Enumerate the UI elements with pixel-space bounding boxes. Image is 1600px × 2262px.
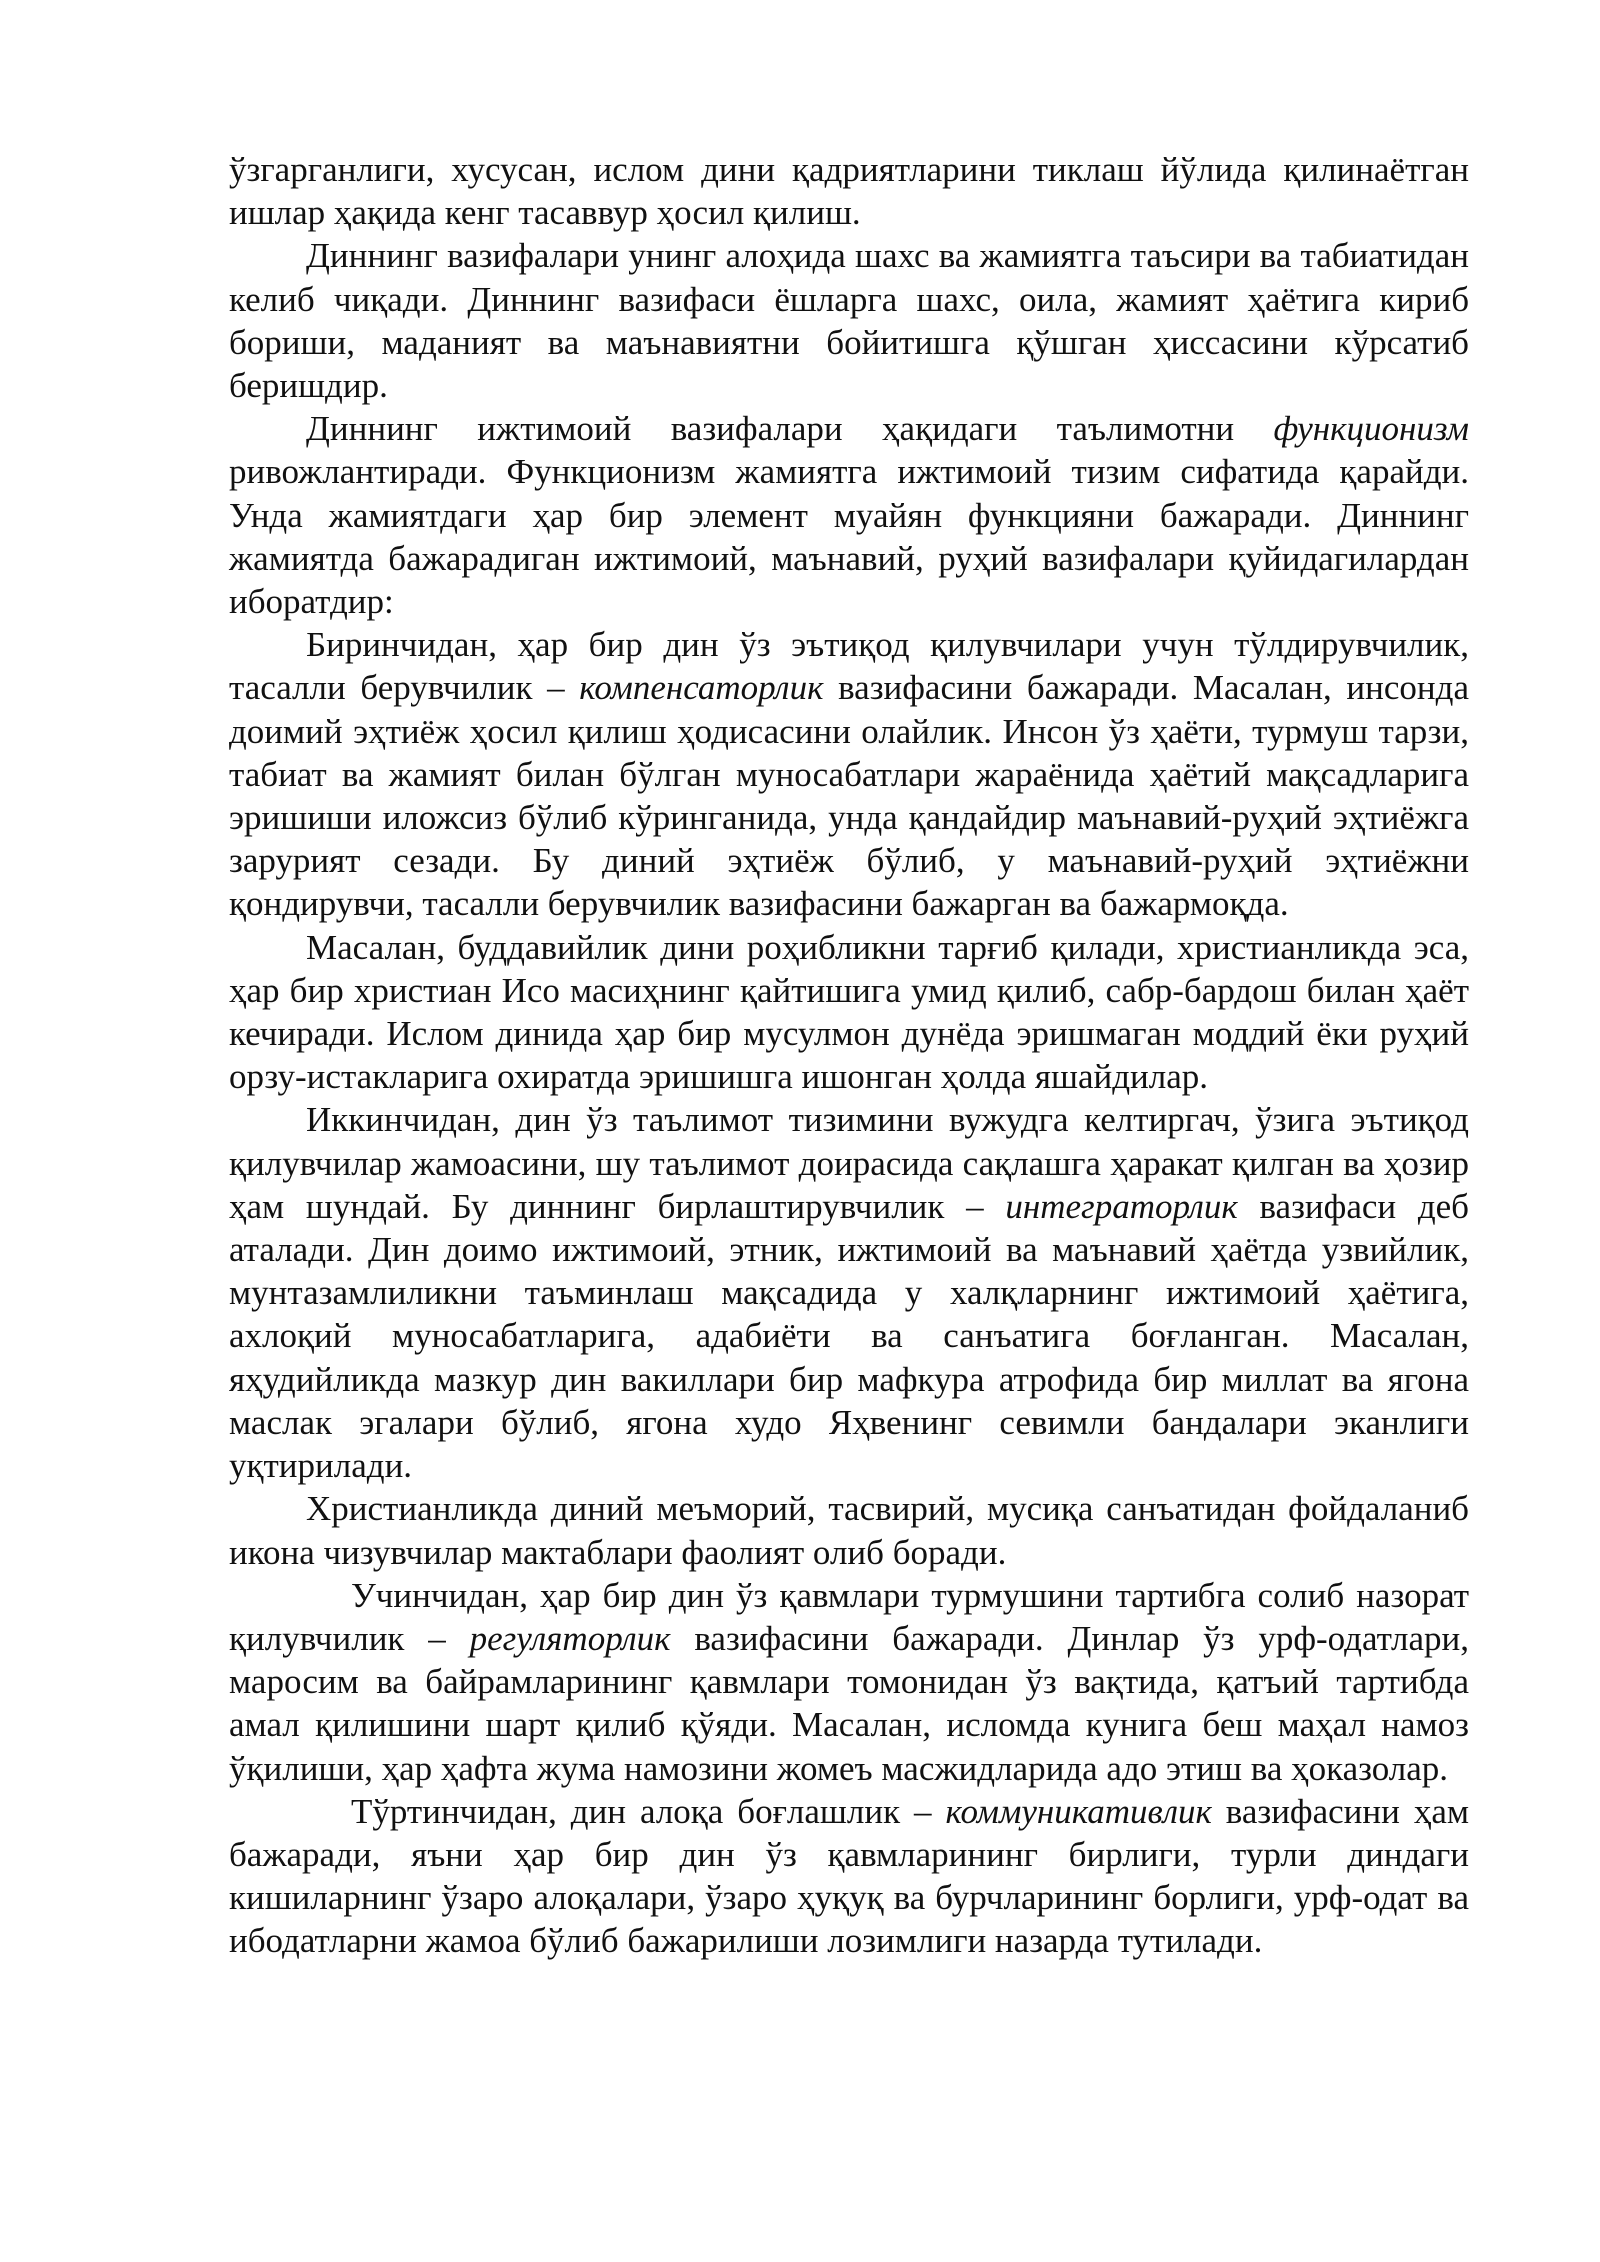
paragraph-christian-art: Христианликда диний меъморий, тасвирий, мусиқа санъатидан фойдаланиб икона чизувчилар мактаблари фаолият олиб боради. bbox=[229, 1489, 1469, 1572]
term-regulatory: регуляторлик bbox=[469, 1618, 671, 1658]
paragraph-examples-buddhism: Масалан, буддавийлик дини роҳибликни тарғиб қилади, христианликда эса, ҳар бир христиан Исо масиҳнинг қайтишига умид қилиб, сабр-бардош билан ҳаёт кечиради. Ислом динида ҳар бир мусулмон дунёда эришмаган моддий ёки руҳий орзу-истакларига охиратда эришишга ишонган ҳолда яшайдилар. bbox=[229, 927, 1469, 1097]
document-page bbox=[229, 148, 1469, 1963]
paragraph-religion-functions: Диннинг вазифалари унинг алоҳида шахс ва жамиятга таъсири ва табиатидан келиб чиқади. Диннинг вазифаси ёшларга шахс, оила, жамият ҳаётига кириб бориши, маданият ва маънавиятни бойитишга қўшган ҳиссасини кўрсатиб беришдир. bbox=[229, 236, 1469, 406]
term-functionalism: функционизм bbox=[1273, 409, 1469, 449]
term-integrative: интеграторлик bbox=[1005, 1186, 1238, 1226]
paragraph-second-integrative: Иккинчидан, дин ўз таълимот тизимини вужудга келтиргач, ўзига эътиқод қилувчилар жамоасини, шу таълимот доирасида сақлашга ҳаракат қилган ва ҳозир ҳам шундай. Бу диннинг бирлаштирувчилик – интеграторлик вазифаси деб аталади. Дин доимо ижтимоий, этник, ижтимоий ва маънавий ҳаётда узвийлик, мунтазамлиликни таъминлаш мақсадида у халқларнинг ижтимоий ҳаётига, ахлоқий муносабатларига, адабиёти ва санъатига боғланган. Масалан, яҳудийликда мазкур дин вакиллари бир мафкура атрофида бир миллат ва ягона маслак эгалари бўлиб, ягона худо Яҳвенинг севимли бандалари эканлиги уқтирилади. bbox=[229, 1100, 1469, 1486]
term-communicative: коммуникативлик bbox=[945, 1791, 1212, 1831]
paragraph-first-compensatory: Биринчидан, ҳар бир дин ўз эътиқод қилувчилари учун тўлдирувчилик, тасалли берувчилик – компенсаторлик вазифасини бажаради. Масалан, инсонда доимий эҳтиёж ҳосил қилиш ҳодисасини олайлик. Инсон ўз ҳаёти, турмуш тарзи, табиат ва жамият билан бўлган муносабатлари жараёнида ҳаётий мақсадларига эришиши иложсиз бўлиб кўринганида, унда қандайдир маънавий-руҳий эҳтиёжга зарурият сезади. Бу диний эҳтиёж бўлиб, у маънавий-руҳий эҳтиёжни қондирувчи, тасалли берувчилик вазифасини бажарган ва бажармоқда. bbox=[229, 625, 1469, 924]
paragraph-functionalism: Диннинг ижтимоий вазифалари ҳақидаги таълимотни функционизм ривожлантиради. Функционизм жамиятга ижтимоий тизим сифатида қарайди. Унда жамиятдаги ҳар бир элемент муайян функцияни бажаради. Диннинг жамиятда бажарадиган ижтимоий, маънавий, руҳий вазифалари қуйидагилардан иборатдир: bbox=[229, 409, 1469, 622]
paragraph-fourth-communicative: Тўртинчидан, дин алоқа боғлашлик – коммуникативлик вазифасини ҳам бажаради, яъни ҳар бир дин ўз қавмларининг бирлиги, турли диндаги кишиларнинг ўзаро алоқалари, ўзаро ҳуқуқ ва бурчларининг борлиги, урф-одат ва ибодатларни жамоа бўлиб бажарилиши лозимлиги назарда тутилади. bbox=[229, 1791, 1469, 1961]
term-compensatory: компенсаторлик bbox=[579, 668, 824, 708]
paragraph-intro-continuation: ўзгарганлиги, хусусан, ислом дини қадриятларини тиклаш йўлида қилинаётган ишлар ҳақида кенг тасаввур ҳосил қилиш. bbox=[229, 150, 1469, 233]
paragraph-third-regulatory: Учинчидан, ҳар бир дин ўз қавмлари турмушини тартибга солиб назорат қилувчилик – регуляторлик вазифасини бажаради. Динлар ўз урф-одатлари, маросим ва байрамларининг қавмлари томонидан ўз вақтида, қатъий тартибда амал қилишини шарт қилиб қўяди. Масалан, исломда кунига беш маҳал намоз ўқилиши, ҳар ҳафта жума намозини жомеъ масжидларида адо этиш ва ҳоказолар. bbox=[229, 1575, 1469, 1788]
